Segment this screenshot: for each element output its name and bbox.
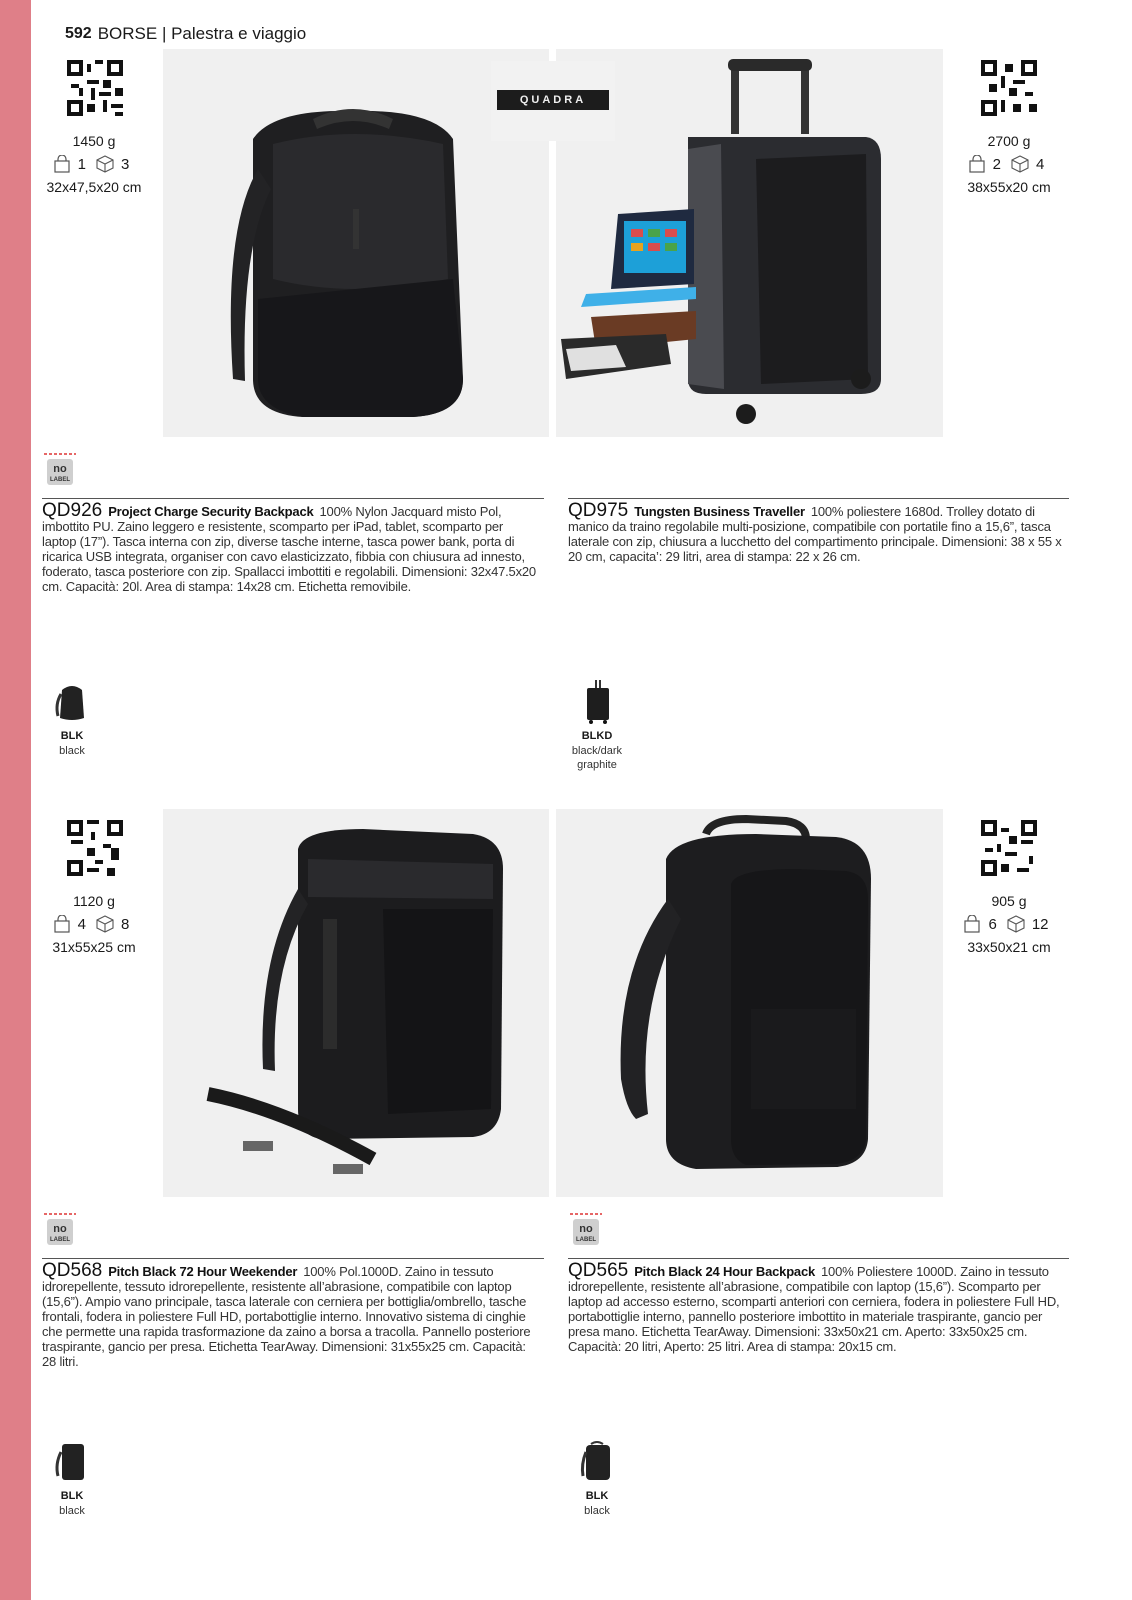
qr-code-icon[interactable] bbox=[981, 820, 1037, 876]
product-description: 100% Poliestere 1000D. Zaino in tessuto idrorepellente, resistente all’abrasione, compatibile con laptop (15,6”). Scomparto per laptop ad accesso esterno, scomparti anteriori con cerniera, fodera in poliestere Full HD, portabottiglie interno, pannello posteriore imbottito in materiale traspirante, gancio per presa mano. Etichetta TearAway. Dimensioni: 33x50x21 cm. Aperto: 33x50x25 cm. Capacità: 20 litri, Aperto: 25 litri. Area di stampa: 20x15 cm. bbox=[568, 1264, 1060, 1354]
product-description: 100% Nylon Jacquard misto Pol, imbottito PU. Zaino leggero e resistente, scomparto per iPad, tablet, scomparto per laptop (17”). Tasca interna con zip, diverse tasche interne, tasca power bank, porta di ricarica USB integrata, organiser con cavo elasticizzato, fibbia con chiusura ad innesto, foderato, tasca posteriore con zip. Spallacci imbottiti e regolabili. Dimensioni: 32x47.5x20 cm. Capacità: 20l. Area di stampa: 14x28 cm. Etichetta removibile. bbox=[42, 504, 536, 594]
color-name: black bbox=[584, 1505, 610, 1517]
divider bbox=[568, 498, 1069, 499]
no-label-badge bbox=[44, 1212, 74, 1246]
product-specs bbox=[949, 890, 1069, 958]
product-dimensions: 32x47,5x20 cm bbox=[46, 179, 142, 195]
product-code: QD568 bbox=[42, 1260, 103, 1281]
product-specs bbox=[34, 130, 154, 198]
product-name: Pitch Black 72 Hour Weekender bbox=[108, 1264, 298, 1279]
divider bbox=[42, 498, 544, 499]
product-weight: 2700 g bbox=[987, 133, 1031, 149]
page-header bbox=[27, 14, 306, 54]
brand-logo bbox=[491, 61, 615, 141]
pack-quantities: 1 3 bbox=[34, 152, 154, 176]
product-description-block bbox=[568, 500, 1068, 564]
color-swatch[interactable] bbox=[557, 680, 637, 772]
color-swatch[interactable] bbox=[32, 1440, 112, 1518]
product-dimensions: 31x55x25 cm bbox=[52, 939, 136, 955]
product-name: Project Charge Security Backpack bbox=[108, 504, 314, 519]
color-thumbnail bbox=[577, 1440, 617, 1484]
color-name: black/dark graphite bbox=[571, 745, 623, 771]
product-description: 100% Pol.1000D. Zaino in tessuto idrorepellente, tessuto idrorepellente, resistente all’abrasione, compatibile con laptop (15,6”). Ampio vano principale, tasca laterale con cerniera per bottiglia/ombrello, tasche frontali, fodera in poliestere Full HD, portabottiglie interno. Innovativo sistema di cinghie che permette una rapida trasformazione da zaino a borsa a tracolla. Pannello posteriore traspirante, gancio per presa. Etichetta TearAway. Dimensioni: 31x55x25 cm. Capacità: 28 litri. bbox=[42, 1264, 531, 1369]
product-description-block bbox=[42, 1260, 536, 1369]
color-thumbnail bbox=[52, 680, 92, 724]
svg-text:LABEL: LABEL bbox=[50, 1237, 70, 1243]
product-description: 100% poliestere 1680d. Trolley dotato di manico da traino regolabile multi-posizione, compatibile con portatile fino a 15,6”, tasca laterale con zip, chiusura a lucchetto del compartimento principale. Dimensioni: 38 x 55 x 20 cm, capacita’: 29 litri, area di stampa: 22 x 26 cm. bbox=[568, 504, 1062, 564]
color-code: BLK bbox=[585, 1490, 609, 1502]
inner-pack-bag-icon bbox=[968, 155, 986, 173]
qr-code-icon[interactable] bbox=[67, 820, 123, 876]
color-swatch[interactable] bbox=[557, 1440, 637, 1518]
product-code: QD975 bbox=[568, 500, 629, 521]
inner-pack-bag-icon bbox=[963, 915, 981, 933]
svg-text:LABEL: LABEL bbox=[576, 1237, 596, 1243]
product-dimensions: 33x50x21 cm bbox=[967, 939, 1051, 955]
product-weight: 1120 g bbox=[73, 893, 115, 909]
color-swatch[interactable] bbox=[32, 680, 112, 758]
color-code: BLKD bbox=[581, 730, 613, 742]
color-name: black bbox=[59, 745, 85, 757]
side-color-strip bbox=[0, 0, 31, 1600]
product-description-block bbox=[568, 1260, 1068, 1354]
svg-text:no: no bbox=[53, 1223, 67, 1235]
product-photo-qd568[interactable] bbox=[163, 809, 549, 1197]
color-thumbnail bbox=[577, 680, 617, 724]
inner-pack-bag-icon bbox=[53, 155, 71, 173]
product-specs bbox=[34, 890, 154, 958]
product-weight: 1450 g bbox=[72, 133, 116, 149]
svg-text:LABEL: LABEL bbox=[50, 477, 70, 483]
qr-code-icon[interactable] bbox=[67, 60, 123, 116]
shopping-bag-icon bbox=[33, 22, 55, 46]
backpack-24h-image bbox=[556, 809, 943, 1197]
pack-quantities: 6 12 bbox=[949, 912, 1069, 936]
divider bbox=[42, 1258, 544, 1259]
outer-carton-box-icon bbox=[96, 915, 114, 933]
pack-quantities: 4 8 bbox=[34, 912, 154, 936]
no-label-badge bbox=[570, 1212, 600, 1246]
color-code: BLK bbox=[60, 1490, 84, 1502]
product-weight: 905 g bbox=[991, 893, 1027, 909]
product-name: Tungsten Business Traveller bbox=[634, 504, 805, 519]
svg-text:no: no bbox=[579, 1223, 593, 1235]
product-code: QD565 bbox=[568, 1260, 629, 1281]
outer-carton-box-icon bbox=[1007, 915, 1025, 933]
color-code: BLK bbox=[60, 730, 84, 742]
outer-carton-box-icon bbox=[96, 155, 114, 173]
product-name: Pitch Black 24 Hour Backpack bbox=[634, 1264, 816, 1279]
weekender-backpack-image bbox=[163, 809, 549, 1197]
qr-code-icon[interactable] bbox=[981, 60, 1037, 116]
brand-logo-text: QUADRA bbox=[497, 90, 609, 110]
product-code: QD926 bbox=[42, 500, 103, 521]
product-specs bbox=[949, 130, 1069, 198]
pack-quantities: 2 4 bbox=[949, 152, 1069, 176]
outer-carton-box-icon bbox=[1011, 155, 1029, 173]
inner-pack-bag-icon bbox=[53, 915, 71, 933]
page-number: 592 bbox=[65, 25, 92, 42]
color-thumbnail bbox=[52, 1440, 92, 1484]
product-photo-qd565[interactable] bbox=[556, 809, 943, 1197]
svg-text:no: no bbox=[53, 463, 67, 475]
section-title: BORSE | Palestra e viaggio bbox=[97, 24, 307, 43]
color-name: black bbox=[59, 1505, 85, 1517]
product-description-block bbox=[42, 500, 536, 594]
no-label-badge bbox=[44, 452, 74, 486]
divider bbox=[568, 1258, 1069, 1259]
product-dimensions: 38x55x20 cm bbox=[967, 179, 1051, 195]
